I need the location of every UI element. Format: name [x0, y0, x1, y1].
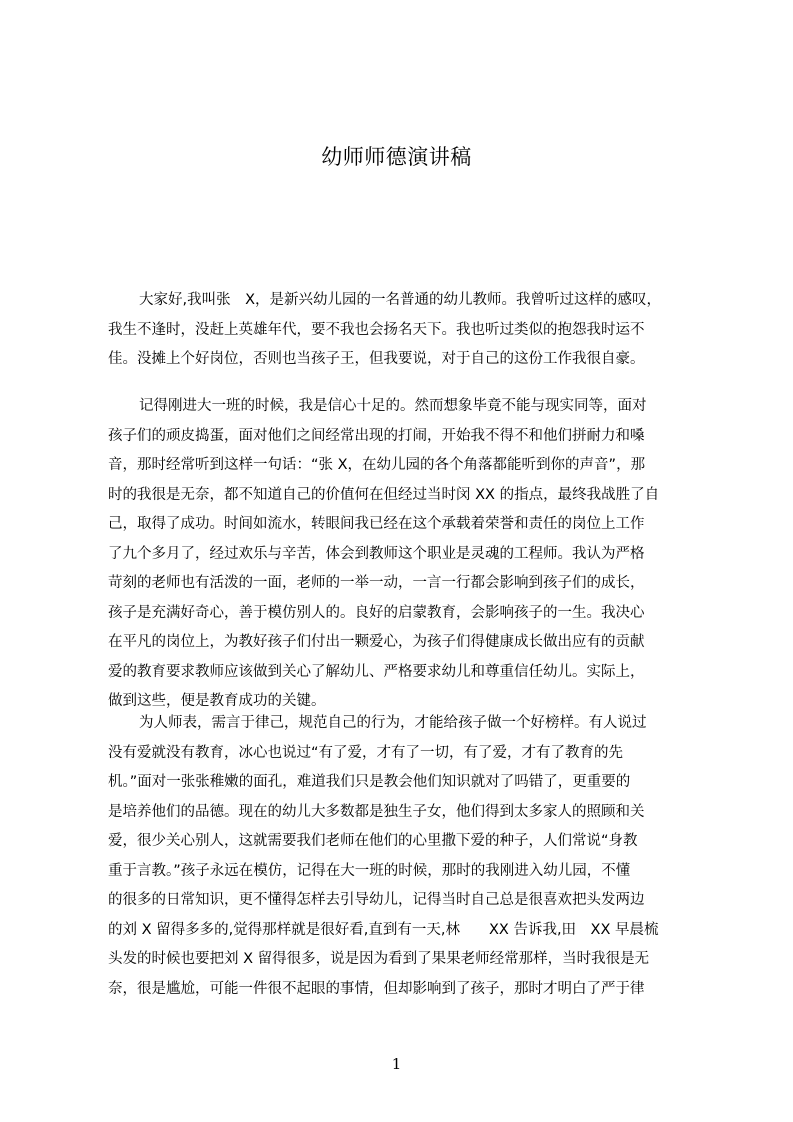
text-line: 了九个多月了，经过欢乐与辛苦，体会到教师这个职业是灵魂的工程师。我认为严格	[108, 545, 645, 562]
text-line: 做到这些，便是教育成功的关键。	[108, 693, 326, 709]
text-line: 机。”面对一张张稚嫩的面孔，难道我们只是教会他们知识就对了吗错了，更重要的	[108, 774, 631, 790]
paragraph-1	[108, 286, 698, 375]
paragraph-2	[108, 392, 698, 717]
text-line: 时的我很是无奈，都不知道自己的价值何在但经过当时闵 XX 的指点，最终我战胜了自	[108, 486, 660, 503]
text-line: 爱，很少关心别人，这就需要我们老师在他们的心里撒下爱的种子，人们常说“身教	[108, 833, 638, 849]
text-line: 佳。没摊上个好岗位，否则也当孩子王，但我要说，对于自己的这份工作我很自豪。	[108, 351, 645, 367]
text-line: 没有爱就没有教育，冰心也说过“有了爱，才有了一切，有了爱，才有了教育的先	[108, 744, 624, 761]
text-line: 奈，很是尴尬，可能一件很不起眼的事情，但却影响到了孩子，那时才明白了严于律	[108, 980, 645, 997]
text-line: 大家好,我叫张 X，是新兴幼儿园的一名普通的幼儿教师。我曾听过这样的感叹，	[139, 292, 662, 308]
text-line: 头发的时候也要把刘 X 留得很多，说是因为看到了果果老师经常那样，当时我很是无	[108, 951, 650, 967]
text-line: 音，那时经常听到这样一句话：“张 X，在幼儿园的各个角落都能听到你的声音”，那	[108, 457, 646, 473]
page-number: 1	[391, 1055, 402, 1073]
text-line: 是培养他们的品德。现在的幼儿大多数都是独生子女，他们得到太多家人的照顾和关	[108, 803, 645, 820]
text-line: 孩子们的顽皮捣蛋，面对他们之间经常出现的打闹，开始我不得不和他们拼耐力和嗓	[108, 427, 645, 444]
text-line: 的很多的日常知识，更不懂得怎样去引导幼儿，记得当时自己总是很喜欢把头发两边	[108, 892, 645, 908]
text-line: 爱的教育要求教师应该做到关心了解幼儿、严格要求幼儿和尊重信任幼儿。实际上，	[108, 663, 645, 680]
text-line: 孩子是充满好奇心，善于模仿别人的。良好的启蒙教育，会影响孩子的一生。我决心	[108, 604, 645, 621]
text-line: 重于言教。”孩子永远在模仿，记得在大一班的时候，那时的我刚进入幼儿园，不懂	[108, 862, 631, 879]
paragraph-3	[108, 709, 698, 1004]
text-line: 己，取得了成功。时间如流水，转眼间我已经在这个承载着荣誉和责任的岗位上工作	[108, 516, 645, 532]
text-line: 的刘 X 留得多多的,觉得那样就是很好看,直到有一天,林 XX 告诉我,田 XX 早晨梳	[108, 921, 659, 938]
text-line: 我生不逢时，没赶上英雄年代，要不我也会扬名天下。我也听过类似的抱怨我时运不	[108, 321, 645, 338]
text-line: 记得刚进大一班的时候，我是信心十足的。然而想象毕竟不能与现实同等，面对	[139, 398, 647, 414]
text-line: 为人师表，需言于律己，规范自己的行为，才能给孩子做一个好榜样。有人说过	[139, 715, 647, 731]
text-line: 苛刻的老师也有活泼的一面，老师的一举一动，一言一行都会影响到孩子们的成长，	[108, 575, 645, 591]
document-title: 幼师师德演讲稿	[321, 145, 472, 169]
text-line: 在平凡的岗位上，为教好孩子们付出一颗爱心，为孩子们得健康成长做出应有的贡献	[108, 634, 645, 650]
